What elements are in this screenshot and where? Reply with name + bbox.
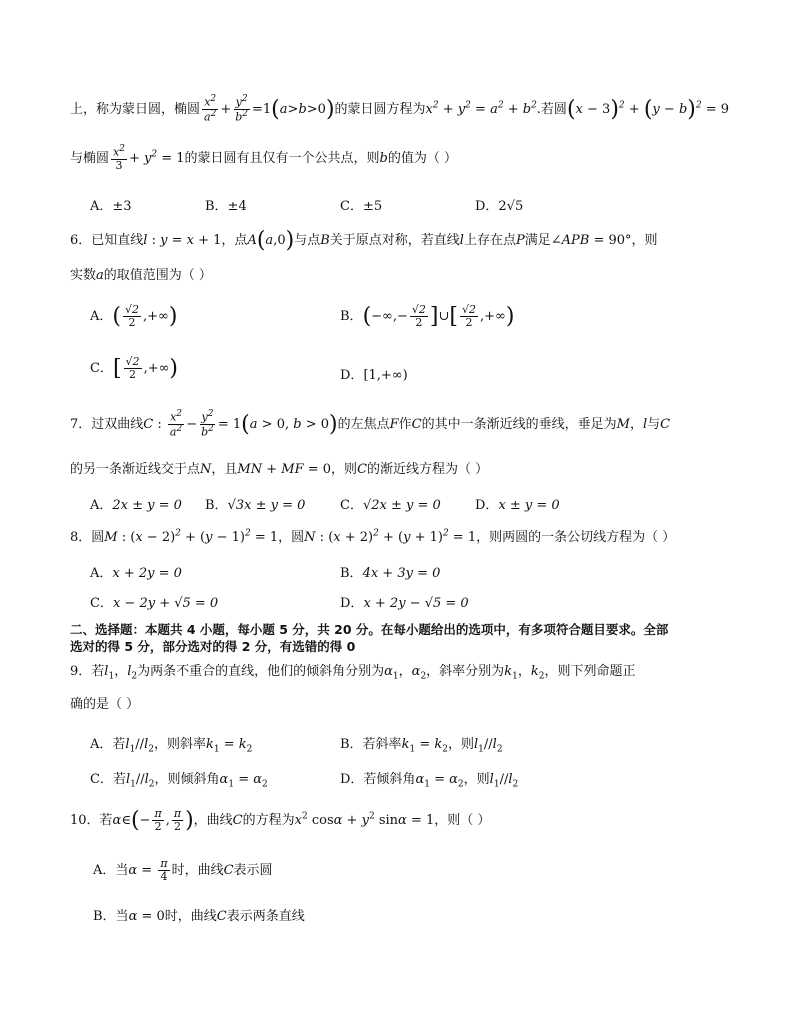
q6-text: 6．已知直线: [70, 233, 144, 248]
q8-option-d[interactable]: D．x + 2y − √5 = 0: [340, 596, 469, 611]
q6-text: 的取值范围为（ ）: [103, 268, 212, 283]
q6-text: ，则: [631, 233, 658, 248]
q6-option-a[interactable]: A．( $\frac{√2}{2}$ ,+∞): [90, 303, 178, 330]
q6-option-d[interactable]: D．[1,+∞): [340, 368, 408, 383]
q6-text: 上存在点: [463, 233, 516, 248]
q7-text: ，且: [211, 462, 238, 477]
option-label: B．若斜率: [340, 737, 402, 752]
q7-line-2: 的另一条渐近线交于点N，且MN + MF = 0，则C的渐近线方程为（ ）: [70, 462, 489, 477]
option-text: ，则: [463, 772, 490, 787]
option-label: A．若: [90, 737, 126, 752]
option-text: ，则倾斜角: [154, 772, 220, 787]
q6-text: 实数: [70, 268, 97, 283]
q9-option-b[interactable]: B．若斜率$k_1 = k_2$，则$l_1//l_2$: [340, 737, 503, 755]
q8-text: ，圆: [278, 530, 305, 545]
q5-text: 与椭圆: [70, 150, 110, 166]
q9-text: ，则下列命题正: [544, 664, 636, 679]
option-text: 表示圆: [233, 863, 273, 879]
q9-text: 9．若: [70, 664, 105, 679]
option-label: A．: [90, 566, 113, 581]
q9-text: ，斜率分别为: [426, 664, 505, 679]
q5-text: 的值为（ ）: [387, 150, 458, 166]
option-label: B．当: [93, 909, 129, 924]
q8-text: 8．圆: [70, 530, 105, 545]
q7-text: 的左焦点: [337, 416, 390, 432]
q7-option-d[interactable]: D．x ± y = 0: [475, 498, 560, 513]
q10-text: 的方程为: [242, 813, 295, 829]
q9-text: 为两条不重合的直线，他们的倾斜角分别为: [137, 664, 385, 679]
q9-line-2: 确的是（ ）: [70, 697, 140, 712]
option-label: D．: [340, 368, 364, 383]
q5-text: 的蒙日圆有且仅有一个公共点，则: [184, 150, 380, 166]
q10-text: ，曲线: [193, 813, 233, 829]
option-text: ，则斜率: [153, 737, 206, 752]
q9-option-a[interactable]: A．若$l_1//l_2$，则斜率$k_1 = k_2$: [90, 737, 253, 755]
option-label: A．: [90, 309, 113, 325]
option-label: A．当: [93, 863, 129, 879]
q7-text: 作: [398, 416, 412, 432]
q5-line-1: 上，称为蒙日圆，椭圆 $\frac{x^2}{a^2}$ + $\frac{y^2}{b^2}$ =1(a>b>0)的蒙日圆方程为$x^2 + y^2 = a^2 + b^2$.若圆$(x - 3)^2 + (y - b)^2 = 9$: [70, 94, 730, 124]
option-text: 表示两条直线: [226, 909, 305, 924]
q8-option-a[interactable]: A．x + 2y = 0: [90, 566, 182, 581]
q6-text: 关于原点对称，若直线: [329, 233, 460, 248]
q7-text: 的渐近线方程为（ ）: [367, 462, 489, 477]
option-label: C．: [90, 361, 113, 377]
q10-option-b[interactable]: B．当α = 0时，曲线C表示两条直线: [93, 909, 305, 924]
option-label: C．: [90, 596, 113, 611]
q9-option-c[interactable]: C．若$l_1//l_2$，则倾斜角$\alpha_1 = \alpha_2$: [90, 772, 268, 790]
q7-text: 与: [647, 416, 661, 432]
q10-option-a[interactable]: A．当α = $\frac{\pi}{4}$ 时，曲线C表示圆: [93, 857, 273, 884]
q7-text: 的其中一条渐近线的垂线，垂足为: [421, 416, 617, 432]
q5-text: 上，称为蒙日圆，椭圆: [70, 101, 201, 117]
option-text: 时，曲线: [164, 909, 217, 924]
q5-option-a[interactable]: A．±3: [90, 199, 132, 214]
q9-option-d[interactable]: D．若倾斜角$\alpha_1 = \alpha_2$，则$l_1//l_2$: [340, 772, 519, 790]
q6-option-c[interactable]: C．[ $\frac{√2}{2}$ ,+∞): [90, 355, 179, 382]
q5-line-2: 与椭圆 $\frac{x^2}{3}$ + $y^2 = 1$的蒙日圆有且仅有一个公共点，则b的值为（ ）: [70, 144, 458, 172]
option-label: C．若: [90, 772, 126, 787]
q7-option-c[interactable]: C．√2x ± y = 0: [340, 498, 441, 513]
q7-option-a[interactable]: A．2x ± y = 0: [90, 498, 182, 513]
q10-text: 10．若: [70, 813, 113, 829]
option-label: B．: [340, 566, 363, 581]
q5-text: 的蒙日圆方程为: [334, 101, 426, 117]
option-label: B．: [205, 498, 228, 513]
q5-option-b[interactable]: B．±4: [205, 199, 247, 214]
option-text: 时，曲线: [171, 863, 224, 879]
q5-text: .若圆: [536, 101, 567, 117]
q8-option-b[interactable]: B．4x + 3y = 0: [340, 566, 441, 581]
section-2-heading-line-2: 选对的得 5 分，部分选对的得 2 分，有选错的得 0: [70, 639, 356, 654]
q7-line-1: 7．过双曲线C : $\frac{x^2}{a^2}$ − $\frac{y^2}{b^2}$ = 1(a > 0, b > 0)的左焦点F作C的其中一条渐近线的垂线，垂足为M，l与C: [70, 409, 671, 439]
q6-line-2: 实数a的取值范围为（ ）: [70, 268, 212, 283]
q6-text: 满足: [524, 233, 551, 248]
option-label: D．若倾斜角: [340, 772, 416, 787]
option-label: D．: [475, 498, 499, 513]
q8-option-c[interactable]: C．x − 2y + √5 = 0: [90, 596, 219, 611]
q6-text: 与点: [294, 233, 321, 248]
q7-text: 的另一条渐近线交于点: [70, 462, 201, 477]
option-label: C．: [340, 498, 363, 513]
option-label: B．: [340, 309, 363, 325]
q6-text: ，点: [221, 233, 248, 248]
section-2-heading-line-1: 二、选择题：本题共 4 小题，每小题 5 分，共 20 分。在每小题给出的选项中，有多项符合题目要求。全部: [70, 622, 669, 637]
q7-text: ，: [629, 416, 643, 432]
q5-option-c[interactable]: C．±5: [340, 199, 383, 214]
q6-option-b[interactable]: B．(−∞,− $\frac{√2}{2}$ ]∪[ $\frac{√2}{2}$ ,+∞): [340, 303, 515, 330]
option-text: ，则: [447, 737, 474, 752]
q7-option-b[interactable]: B．√3x ± y = 0: [205, 498, 306, 513]
q10-text: ，则（ ）: [434, 813, 491, 829]
option-label: D．: [340, 596, 364, 611]
q7-text: ，则: [331, 462, 358, 477]
q6-line-1: 6．已知直线l : y = x + 1，点A(a,0)与点B关于原点对称，若直线l上存在点P满足∠APB = 90°，则: [70, 228, 658, 253]
q10-line-1: 10．若α∈(− $\frac{\pi}{2}$ , $\frac{\pi}{2}$ )，曲线C的方程为$x^2$ $\cos\alpha + y^2$ sinα = 1，则（ ）: [70, 807, 491, 834]
option-label: A．: [90, 498, 113, 513]
q5-option-d[interactable]: D．2√5: [475, 199, 524, 214]
q8-text: ，则两圆的一条公切线方程为（ ）: [476, 530, 676, 545]
q9-line-1: 9．若$l_1$，$l_2$为两条不重合的直线，他们的倾斜角分别为$\alpha_1$，$\alpha_2$，斜率分别为$k_1$，$k_2$，则下列命题正: [70, 664, 636, 682]
q7-text: 7．过双曲线: [70, 416, 144, 432]
q8-line-1: 8．圆M : $(x - 2)^2 + (y - 1)^2 = 1$，圆N : $(x + 2)^2 + (y + 1)^2 = 1$，则两圆的一条公切线方程为（ ）: [70, 528, 676, 545]
